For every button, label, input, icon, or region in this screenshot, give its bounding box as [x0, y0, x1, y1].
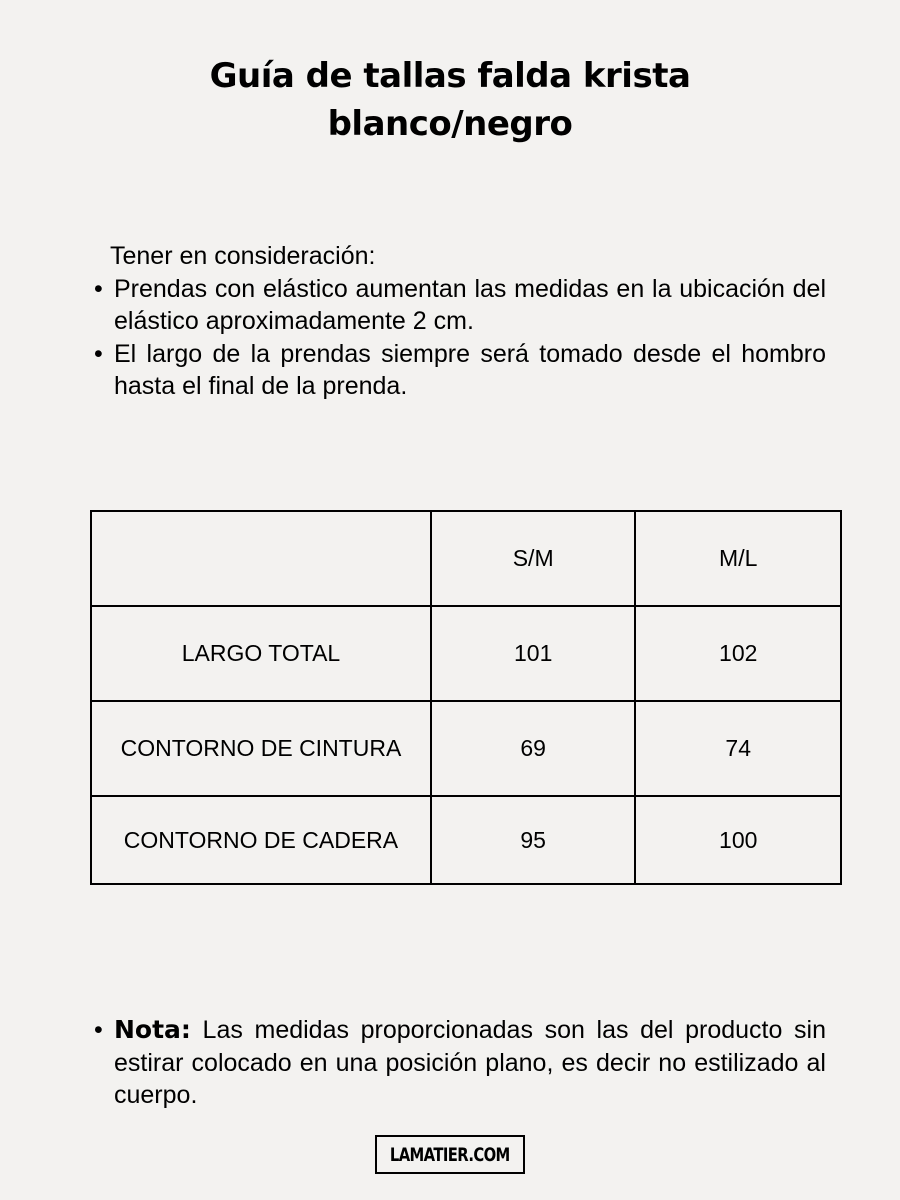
- header-cell-sm: S/M: [431, 511, 636, 606]
- table-header-row: [91, 511, 841, 606]
- considerations-list: [90, 273, 826, 403]
- title-line-1: Guía de tallas falda krista: [209, 56, 691, 96]
- row-label: CONTORNO DE CADERA: [91, 796, 431, 884]
- header-cell-ml: M/L: [635, 511, 841, 606]
- considerations-heading: Tener en consideración:: [110, 242, 376, 270]
- list-item-text: Prendas con elástico aumentan las medidas en la ubicación del elástico aproximadamente 2 cm.: [114, 274, 826, 335]
- title-line-2: blanco/negro: [327, 104, 573, 144]
- size-table: [90, 510, 842, 885]
- table-row: [91, 701, 841, 796]
- cell-value: 74: [635, 701, 841, 796]
- list-item: [90, 273, 826, 338]
- cell-value: 69: [431, 701, 636, 796]
- cell-value: 101: [431, 606, 636, 701]
- row-label: LARGO TOTAL: [91, 606, 431, 701]
- cell-value: 102: [635, 606, 841, 701]
- list-item: [90, 338, 826, 403]
- footer-note: [90, 1014, 826, 1112]
- bullet-icon: •: [94, 339, 103, 368]
- considerations-section: [90, 240, 826, 403]
- table-row: [91, 606, 841, 701]
- cell-value: 95: [431, 796, 636, 884]
- page-title: [0, 52, 900, 148]
- bullet-icon: •: [94, 1016, 103, 1044]
- list-item-text: El largo de la prendas siempre será tomado desde el hombro hasta el final de la prenda.: [114, 339, 826, 400]
- cell-value: 100: [635, 796, 841, 884]
- bullet-icon: •: [94, 274, 103, 303]
- row-label: CONTORNO DE CINTURA: [91, 701, 431, 796]
- note-paragraph: [90, 1014, 826, 1112]
- note-label: Nota:: [114, 1015, 191, 1044]
- brand-link[interactable]: [375, 1135, 525, 1174]
- table-row: [91, 796, 841, 884]
- header-cell-empty: [91, 511, 431, 606]
- brand-label: LAMATIER.COM: [390, 1143, 510, 1166]
- note-text: Las medidas proporcionadas son las del producto sin estirar colocado en una posición plano, es decir no estilizado al cuerpo.: [114, 1016, 826, 1109]
